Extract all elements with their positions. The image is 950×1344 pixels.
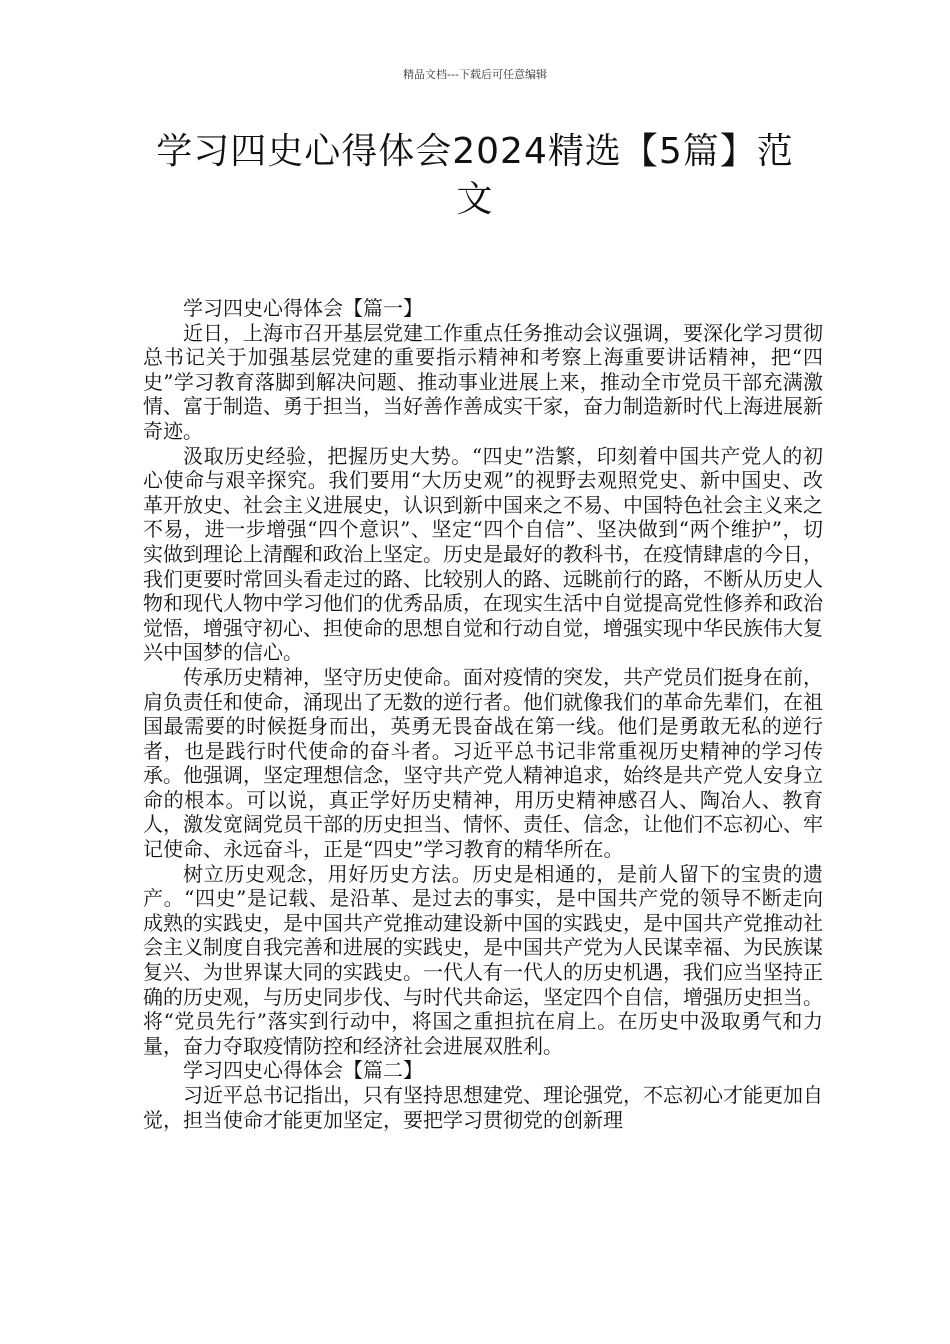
section-heading-1: 学习四史心得体会【篇一】 xyxy=(183,296,423,320)
paragraph: 汲取历史经验，把握历史大势。“四史”浩繁，印刻着中国共产党人的初心使命与艰辛探究。我们要用“大历史观”的视野去观照党史、新中国史、改革开放史、社会主义进展史，认识到新中国来之不易、中国特色社会主义来之不易，进一步增强“四个意识”、坚定“四个自信”、坚决做到“两个维护”，切实做到理论上清醒和政治上坚定。历史是最好的教科书，在疫情肆虐的今日，我们更要时常回头看走过的路、比较别人的路、远眺前行的路，不断从历史人物和现代人物中学习他们的优秀品质，在现实生活中自觉提高党性修养和政治觉悟，增强守初心、担使命的思想自觉和行动自觉，增强实现中华民族伟大复兴中国梦的信心。 xyxy=(143,443,823,665)
paragraph: 近日，上海市召开基层党建工作重点任务推动会议强调，要深化学习贯彻总书记关于加强基层党建的重要指示精神和考察上海重要讲话精神，把“四史”学习教育落脚到解决问题、推动事业进展上来，推动全市党员干部充满激情、富于制造、勇于担当，当好善作善成实干家，奋力制造新时代上海进展新奇迹。 xyxy=(143,320,823,443)
page-header-note: 精品文档---下载后可任意编辑 xyxy=(403,68,547,81)
paragraph: 树立历史观念，用好历史方法。历史是相通的，是前人留下的宝贵的遗产。“四史”是记载、是沿革、是过去的事实，是中国共产党的领导不断走向成熟的实践史，是中国共产党推动建设新中国的实践史，是中国共产党推动社会主义制度自我完善和进展的实践史，是中国共产党为人民谋幸福、为民族谋复兴、为世界谋大同的实践史。一代人有一代人的历史机遇，我们应当坚持正确的历史观，与历史同步伐、与时代共命运，坚定四个自信，增强历史担当。将“党员先行”落实到行动中，将国之重担抗在肩上。在历史中汲取勇气和力量，奋力夺取疫情防控和经济社会进展双胜利。 xyxy=(143,861,823,1058)
document-body xyxy=(143,296,823,1132)
section-heading-2: 学习四史心得体会【篇二】 xyxy=(183,1058,423,1083)
document-title: 学习四史心得体会2024精选【5篇】范文 xyxy=(156,131,794,220)
paragraph: 习近平总书记指出，只有坚持思想建党、理论强党，不忘初心才能更加自觉，担当使命才能更加坚定，要把学习贯彻党的创新理 xyxy=(143,1083,823,1132)
paragraph: 传承历史精神，坚守历史使命。面对疫情的突发，共产党员们挺身在前，肩负责任和使命，涌现出了无数的逆行者。他们就像我们的革命先辈们，在祖国最需要的时候挺身而出，英勇无畏奋战在第一线。他们是勇敢无私的逆行者，也是践行时代使命的奋斗者。习近平总书记非常重视历史精神的学习传承。他强调，坚定理想信念，坚守共产党人精神追求，始终是共产党人安身立命的根本。可以说，真正学好历史精神，用历史精神感召人、陶冶人、教育人，激发宽阔党员干部的历史担当、情怀、责任、信念，让他们不忘初心、牢记使命、永远奋斗，正是“四史”学习教育的精华所在。 xyxy=(143,664,823,862)
